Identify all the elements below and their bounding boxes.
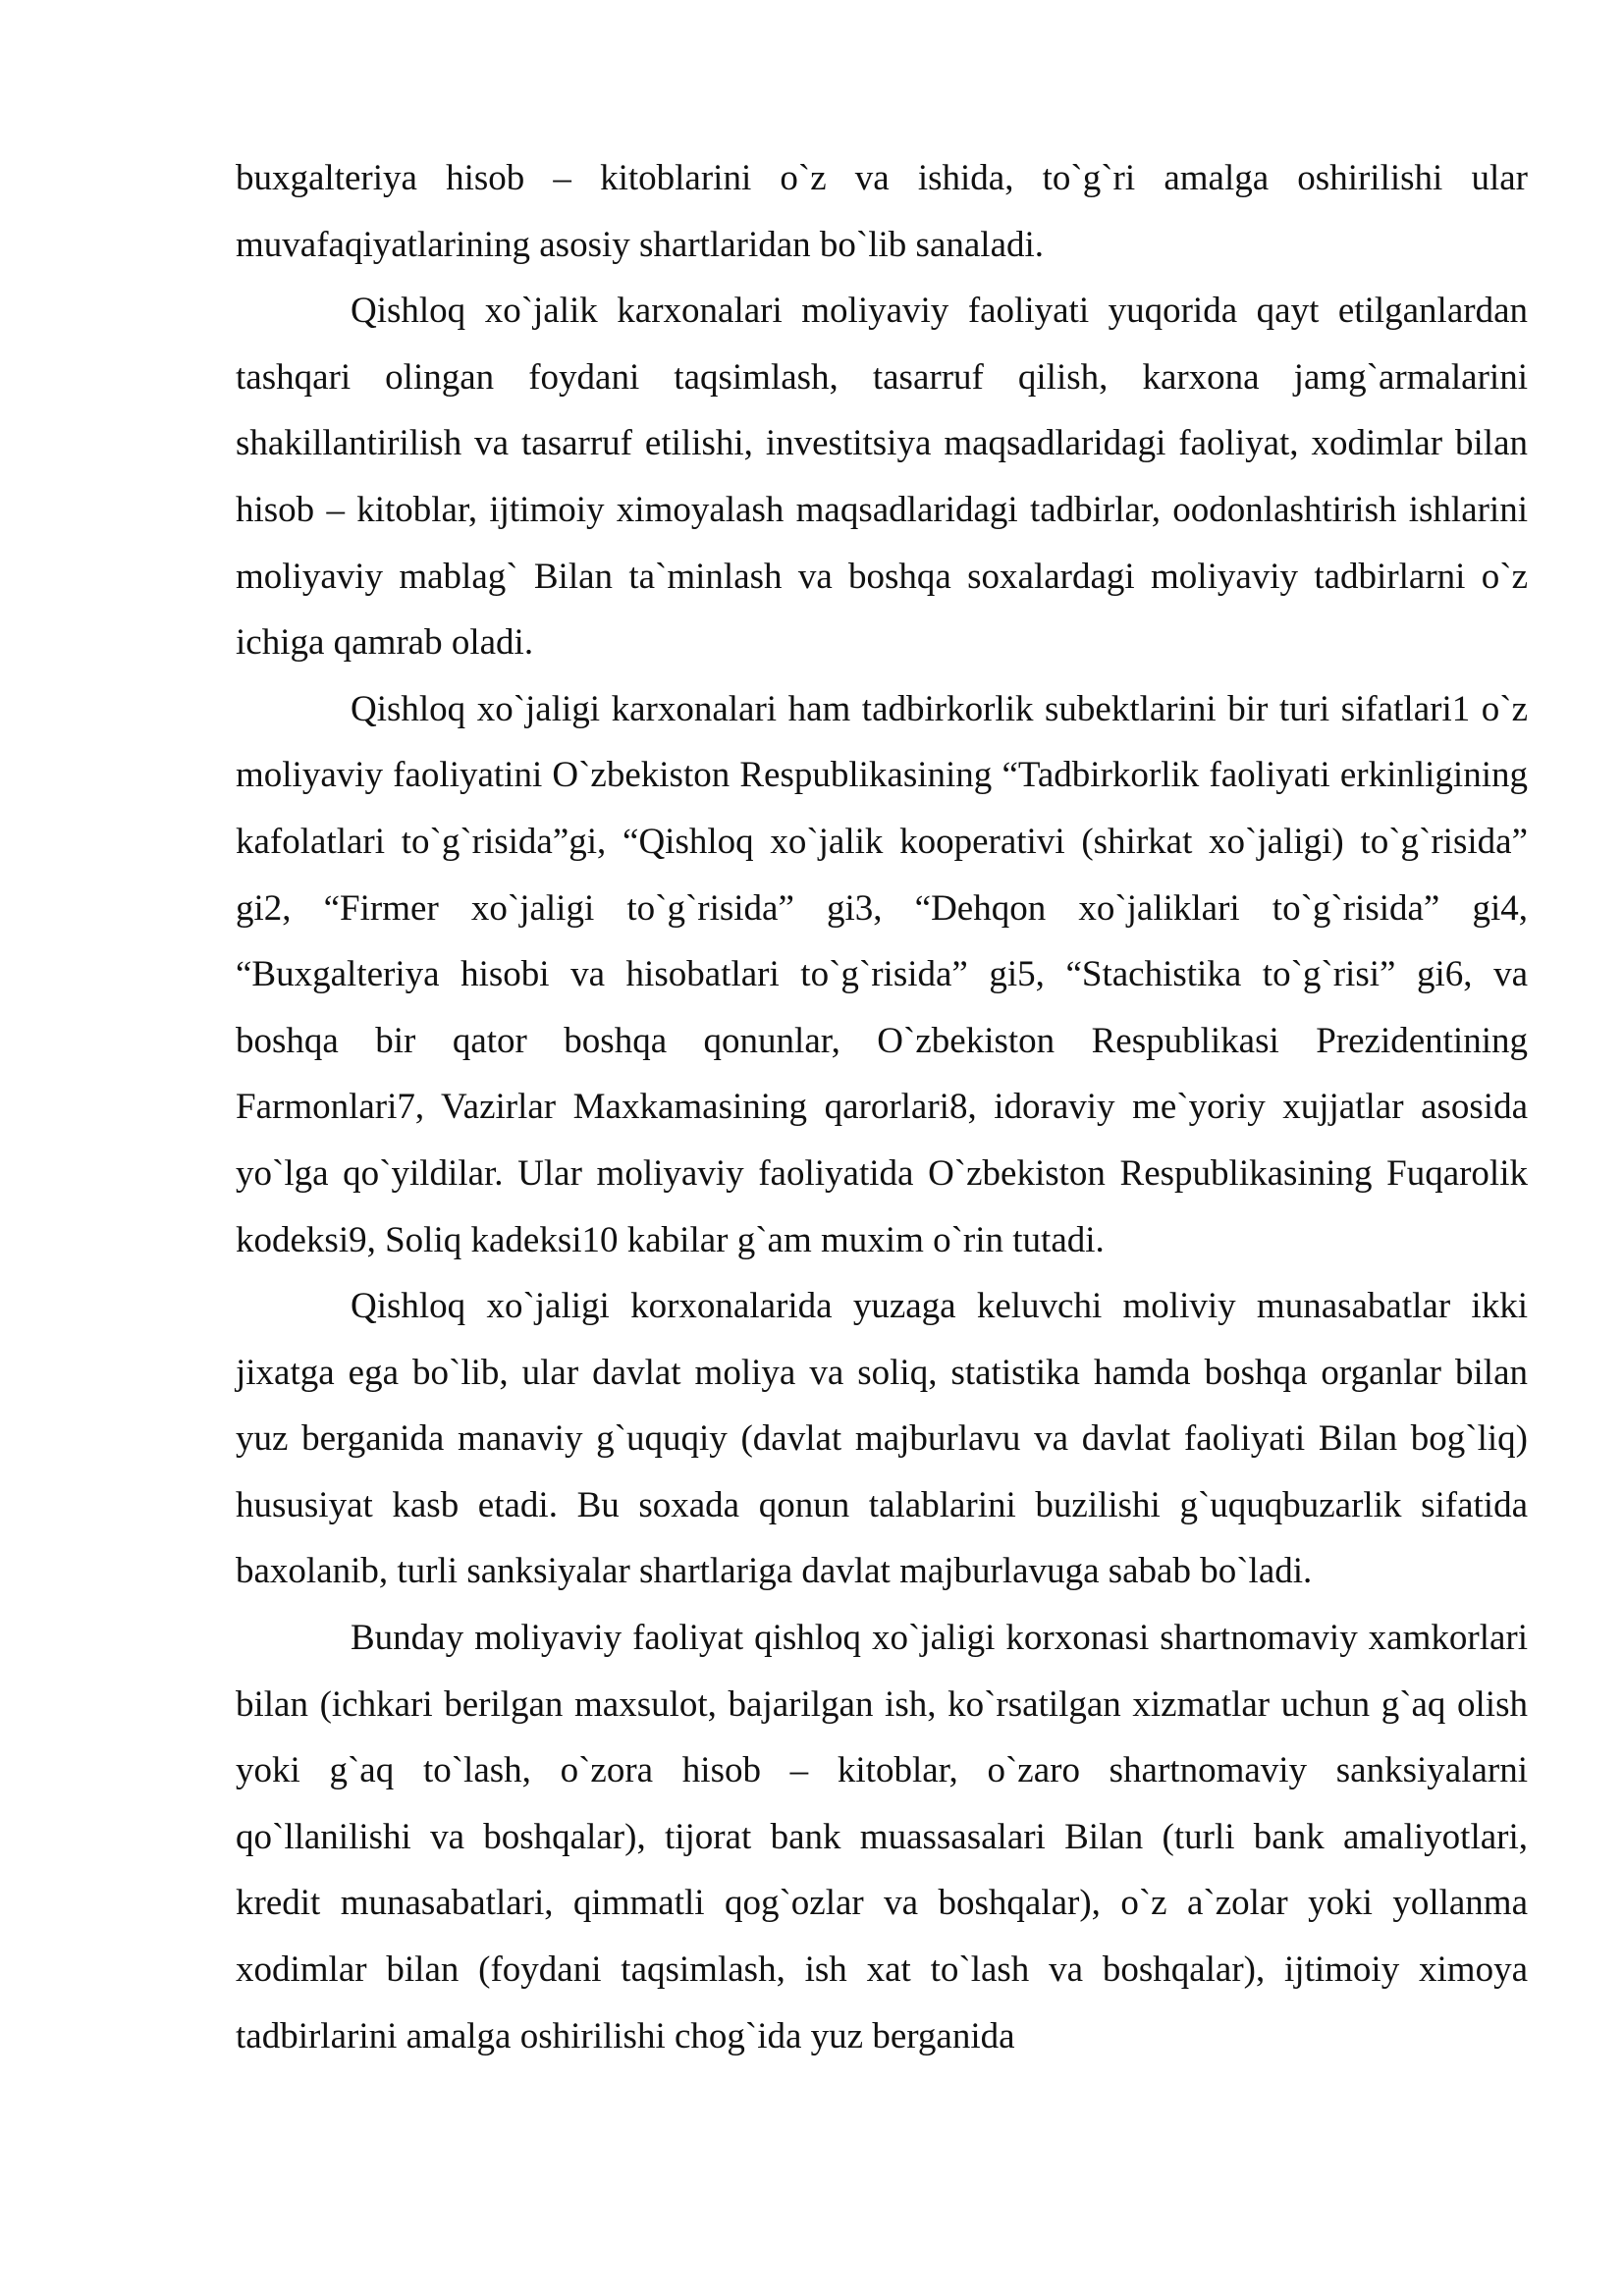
paragraph: Qishloq xo`jaligi karxonalari ham tadbirkorlik subektlarini bir turi sifatlari1 o`z moliyaviy faoliyatini O`zbekiston Respublikasining “Tadbirkorlik faoliyati erkinligining kafolatlari to`g`risida”gi, “Qishloq xo`jalik kooperativi (shirkat xo`jaligi) to`g`risida” gi2, “Firmer xo`jaligi to`g`risida” gi3, “Dehqon xo`jaliklari to`g`risida” gi4, “Buxgalteriya hisobi va hisobatlari to`g`risida” gi5, “Stachistika to`g`risi” gi6, va boshqa bir qator boshqa qonunlar, O`zbekiston Respublikasi Prezidentining Farmonlari7, Vazirlar Maxkamasining qarorlari8, idoraviy me`yoriy xujjatlar asosida yo`lga qo`yildilar. Ular moliyaviy faoliyatida O`zbekiston Respublikasining Fuqarolik kodeksi9, Soliq kadeksi10 kabilar g`am muxim o`rin tutadi. [236, 688, 1528, 1260]
paragraph: Qishloq xo`jaligi korxonalarida yuzaga keluvchi moliviy munasabatlar ikki jixatga ega bo`lib, ular davlat moliya va soliq, statistika hamda boshqa organlar bilan yuz berganida manaviy g`uquqiy (davlat majburlavu va davlat faoliyati Bilan bog`liq) hususiyat kasb etadi. Bu soxada qonun talablarini buzilishi g`uquqbuzarlik sifatida baxolanib, turli sanksiyalar shartlariga davlat majburlavuga sabab bo`ladi. [236, 1286, 1528, 1592]
paragraph: Bunday moliyaviy faoliyat qishloq xo`jaligi korxonasi shartnomaviy xamkorlari bilan (ichkari berilgan maxsulot, bajarilgan ish, ko`rsatilgan xizmatlar uchun g`aq olish yoki g`aq to`lash, o`zora hisob – kitoblar, o`zaro shartnomaviy sanksiyalarni qo`llanilishi va boshqalar), tijorat bank muassasalari Bilan (turli bank amaliyotlari, kredit munasabatlari, qimmatli qog`ozlar va boshqalar), o`z a`zolar yoki yollanma xodimlar bilan (foydani taqsimlash, ish xat to`lash va boshqalar), ijtimoiy ximoya tadbirlarini amalga oshirilishi chog`ida yuz berganida [236, 1618, 1528, 2056]
body-text [236, 145, 1528, 2069]
paragraph: Qishloq xo`jalik karxonalari moliyaviy faoliyati yuqorida qayt etilganlardan tashqari olingan foydani taqsimlash, tasarruf qilish, karxona jamg`armalarini shakillantirilish va tasarruf etilishi, investitsiya maqsadlaridagi faoliyat, xodimlar bilan hisob – kitoblar, ijtimoiy ximoyalash maqsadlaridagi tadbirlar, oodonlashtirish ishlarini moliyaviy mablag` Bilan ta`minlash va boshqa soxalardagi moliyaviy tadbirlarni o`z ichiga qamrab oladi. [236, 291, 1528, 664]
paragraph-continuation: buxgalteriya hisob – kitoblarini o`z va ishida, to`g`ri amalga oshirilishi ular muvafaqiyatlarining asosiy shartlaridan bo`lib sanaladi. [236, 158, 1528, 265]
